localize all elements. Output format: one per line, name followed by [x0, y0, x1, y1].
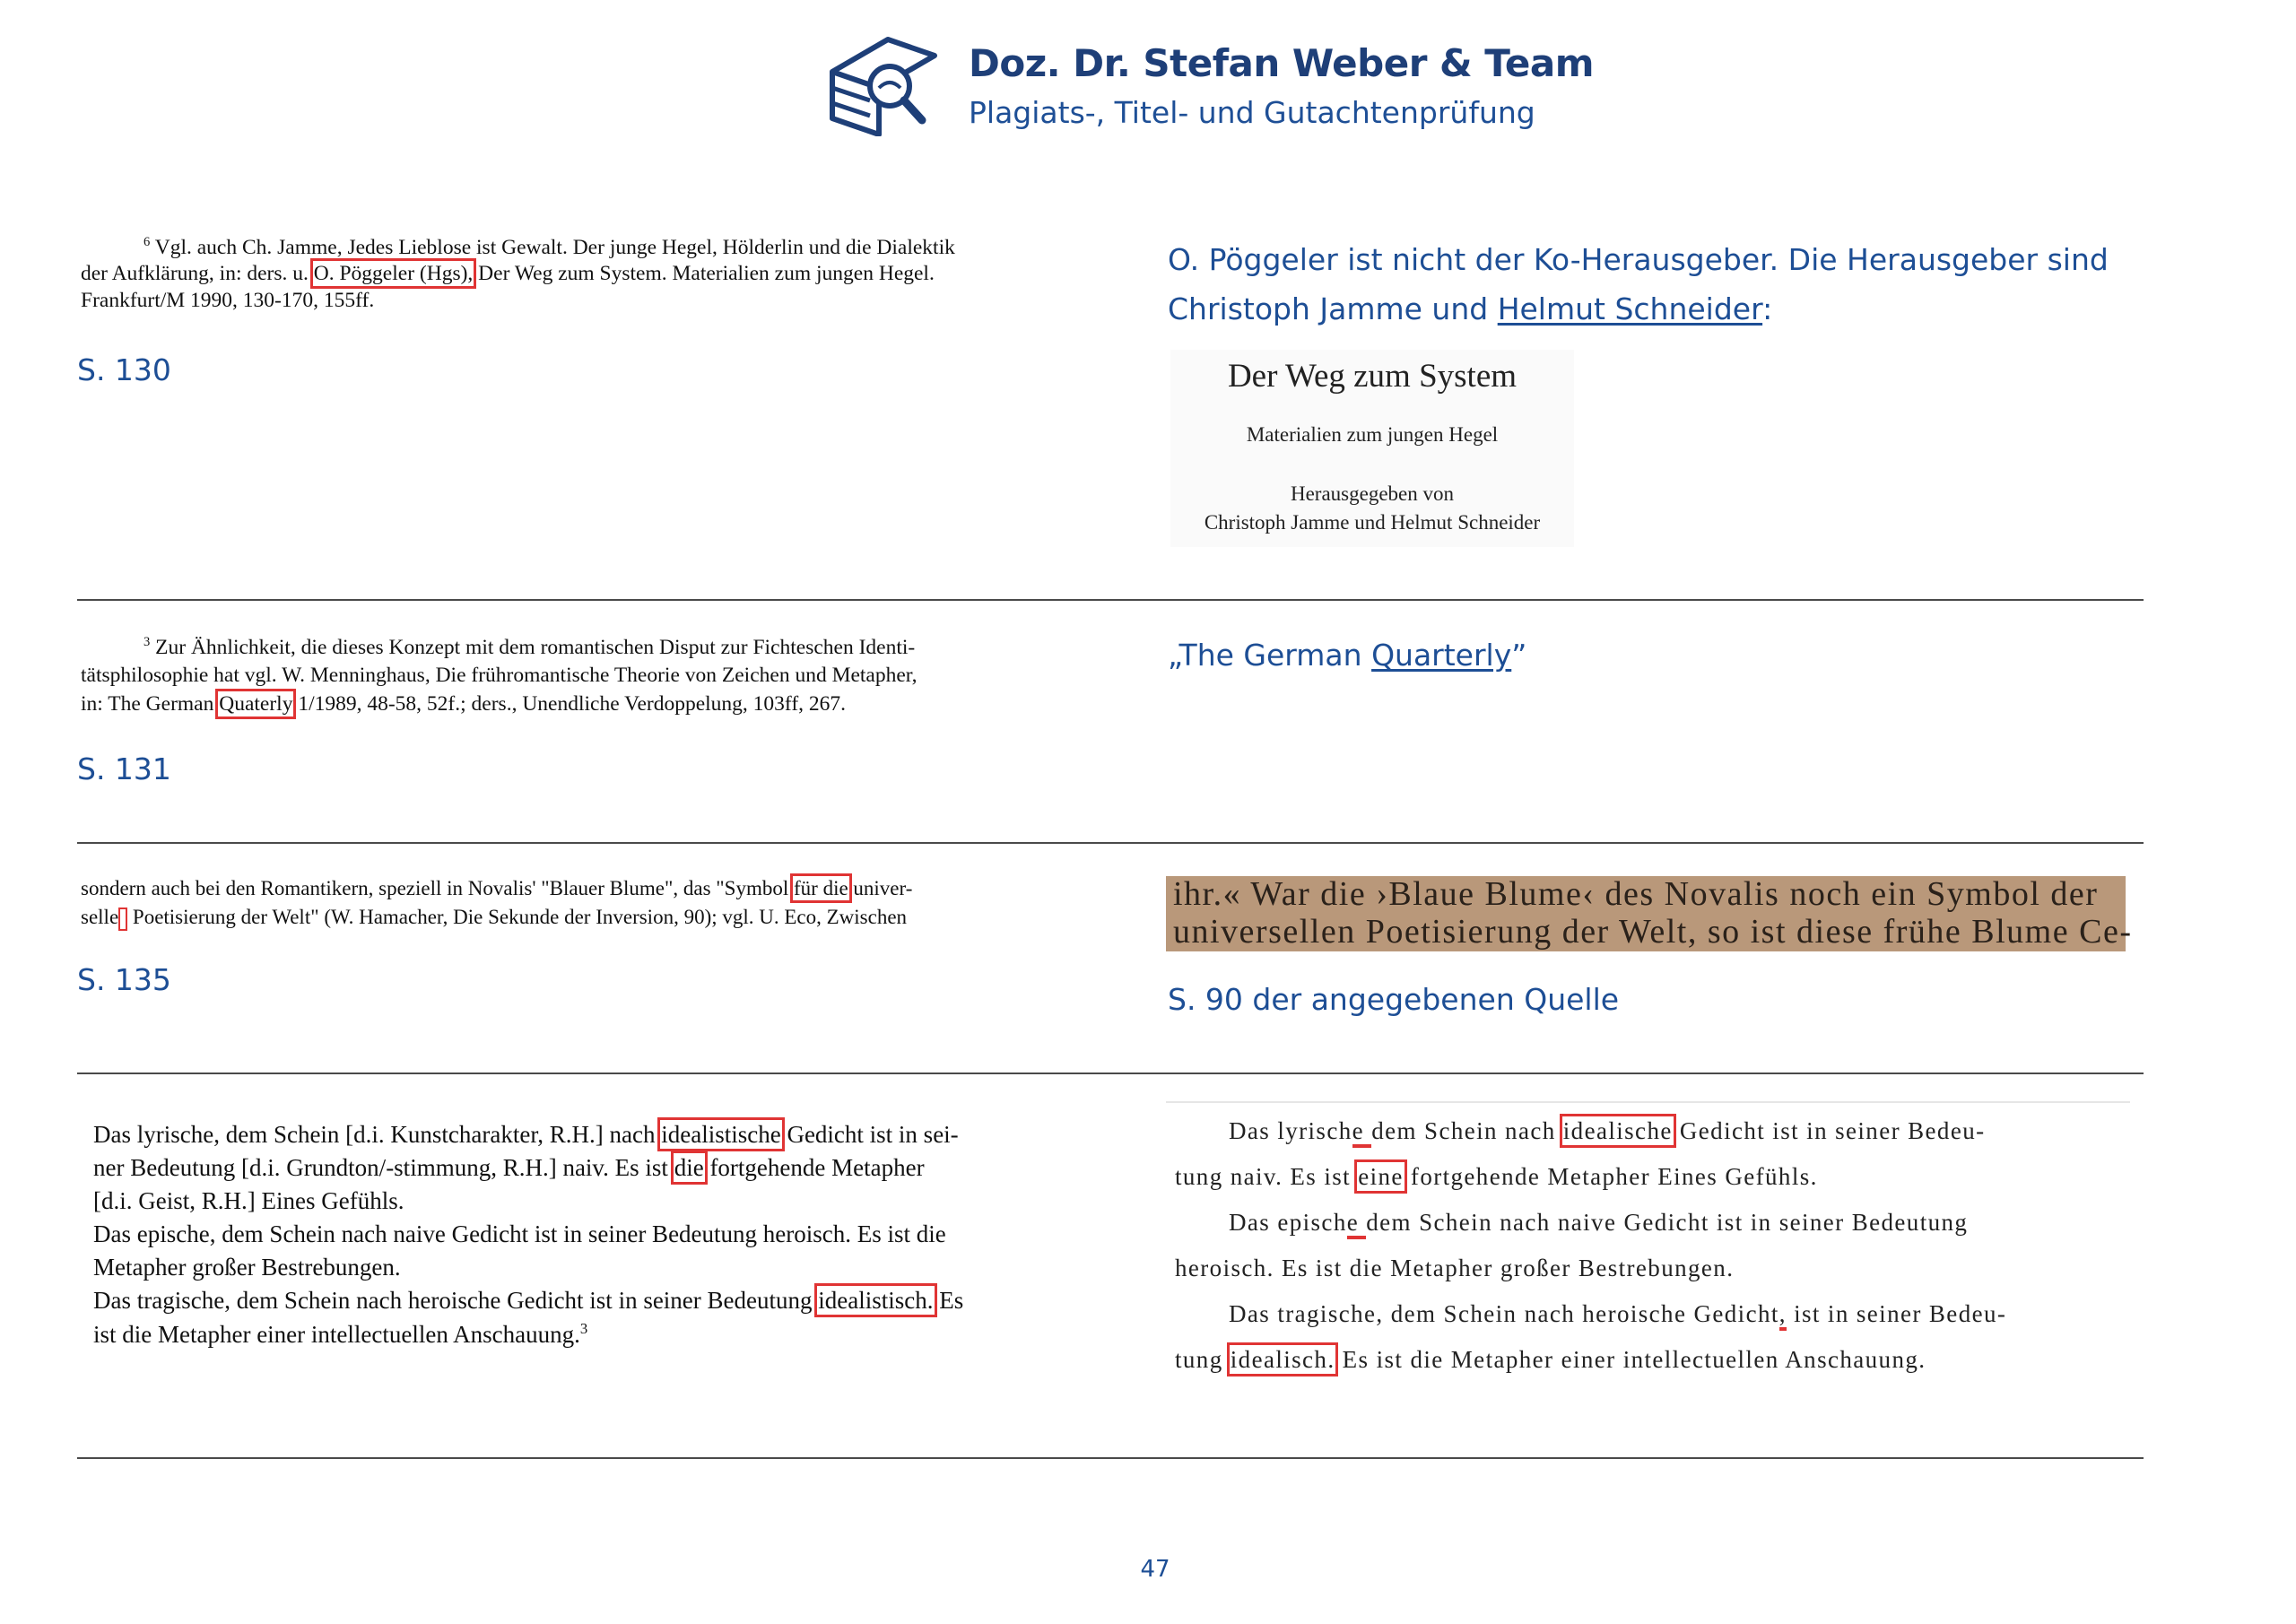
page-ref-135: S. 135	[77, 962, 171, 997]
highlight-box: idealistische	[661, 1121, 781, 1148]
highlight-box: idealistisch.	[818, 1287, 934, 1314]
book-subtitle: Materialien zum jungen Hegel	[1246, 423, 1499, 446]
divider	[77, 599, 2144, 601]
page-ref-130: S. 130	[77, 352, 171, 387]
scan-line: ner Bedeutung [d.i. Grundton/-stimmung, R.H.] naiv. Es ist die fortgehende Metapher	[93, 1154, 925, 1181]
scan-line: Das lyrische, dem Schein [d.i. Kunstcharakter, R.H.] nach idealistische Gedicht ist in sei-	[93, 1121, 959, 1148]
scan-line: $^6$ Vgl. auch Ch. Jamme, Jedes Lieblose ist Gewalt. Der junge Hegel, Hölderlin und die Dialektik	[144, 235, 955, 259]
quarterly-link[interactable]: Quarterly	[1371, 638, 1512, 673]
source-line: universellen Poetisierung der Welt, so ist diese frühe Blume Ce-	[1173, 913, 2133, 951]
scan-line: tung naiv. Es ist eine fortgehende Metapher Eines Gefühls.	[1175, 1163, 1818, 1190]
diff-underline: ,	[1779, 1300, 1787, 1331]
book-edited-by: Herausgegeben von	[1290, 482, 1454, 505]
source-ref: S. 90 der angegebenen Quelle	[1168, 982, 1620, 1017]
scan-footnote-3	[81, 635, 1112, 725]
divider	[77, 1073, 2144, 1074]
source-top-rule	[1166, 1101, 2130, 1103]
scan-comparison-right	[1175, 1117, 2135, 1395]
source-line: ihr.« War die ›Blaue Blume‹ des Novalis noch ein Symbol der	[1173, 875, 2099, 913]
highlight-box: für die	[794, 877, 848, 899]
helmut-schneider-link[interactable]: Helmut Schneider	[1497, 291, 1763, 326]
book-magnifier-icon	[825, 36, 937, 136]
page-header	[825, 34, 1594, 142]
book-title: Der Weg zum System	[1227, 358, 1518, 395]
highlight-box: idealisch.	[1230, 1346, 1335, 1373]
scan-line: ist die Metapher einer intellectuellen Anschauung.$^3$	[93, 1320, 588, 1348]
divider	[77, 1457, 2144, 1459]
comment-editors: O. Pöggeler ist nicht der Ko-Herausgeber. Die Herausgeber sind Christoph Jamme und Helmut Schneider:	[1168, 242, 2109, 326]
brand-title: Doz. Dr. Stefan Weber & Team	[969, 41, 1594, 85]
scan-line: tätsphilosophie hat vgl. W. Menninghaus, Die frühromantische Theorie von Zeichen und Metapher,	[81, 664, 918, 687]
missing-char-marker	[118, 908, 127, 931]
scan-line: Das lyrische dem Schein nach idealische Gedicht ist in seiner Bedeu-	[1229, 1117, 1986, 1145]
diff-underline: e	[1347, 1209, 1367, 1239]
scan-footnote-6	[81, 235, 1112, 325]
scan-line: Das tragische, dem Schein nach heroische Gedicht ist in seiner Bedeutung idealistisch. Es	[93, 1287, 964, 1314]
highlight-box: idealische	[1562, 1117, 1673, 1144]
highlight-box: O. Pöggeler (Hgs),	[313, 262, 474, 285]
highlight-box: die	[674, 1154, 704, 1181]
scan-line: selle Poetisierung der Welt" (W. Hamacher, Die Sekunde der Inversion, 90); vgl. U. Eco, Zwischen	[81, 906, 907, 931]
scan-line: $^3$ Zur Ähnlichkeit, die dieses Konzept mit dem romantischen Disput zur Fichteschen Identi-	[144, 635, 916, 659]
scan-line: der Aufklärung, in: ders. u. O. Pöggeler (Hgs), Der Weg zum System. Materialien zum jungen Hegel.	[81, 262, 935, 285]
scan-line: tung idealisch. Es ist die Metapher einer intellectuellen Anschauung.	[1175, 1346, 1926, 1373]
scan-line: Das epische dem Schein nach naive Gedicht ist in seiner Bedeutung	[1229, 1209, 1968, 1237]
scan-line: Das tragische, dem Schein nach heroische Gedicht, ist in seiner Bedeu-	[1229, 1300, 2006, 1328]
scan-text-135	[81, 877, 1112, 940]
divider	[77, 842, 2144, 844]
comment-quarterly: „The German Quarterly”	[1168, 638, 1527, 673]
brand-subtitle: Plagiats-, Titel- und Gutachtenprüfung	[969, 95, 1535, 130]
scan-line: Metapher großer Bestrebungen.	[93, 1254, 401, 1281]
scan-line: sondern auch bei den Romantikern, speziell in Novalis' "Blauer Blume", das "Symbol für die univer-	[81, 877, 913, 899]
scan-line: Frankfurt/M 1990, 130-170, 155ff.	[81, 289, 375, 312]
scan-comparison-left	[93, 1121, 1116, 1363]
scan-line: heroisch. Es ist die Metapher großer Bestrebungen.	[1175, 1255, 1735, 1281]
page-number: 47	[1140, 1556, 1170, 1583]
page-ref-131: S. 131	[77, 751, 171, 786]
scan-line: in: The German Quaterly 1/1989, 48-58, 52f.; ders., Unendliche Verdoppelung, 103ff, 267.	[81, 692, 847, 716]
highlight-box: eine	[1358, 1163, 1404, 1190]
diff-underline: e	[1352, 1117, 1372, 1148]
highlight-box: Quaterly	[219, 692, 293, 716]
book-editors: Christoph Jamme und Helmut Schneider	[1204, 511, 1541, 534]
book-title-page-scan	[1170, 350, 1574, 547]
scan-line: [d.i. Geist, R.H.] Eines Gefühls.	[93, 1187, 404, 1214]
scan-line: Das epische, dem Schein nach naive Gedicht ist in seiner Bedeutung heroisch. Es ist die	[93, 1220, 946, 1247]
source-scan-90	[1166, 875, 2133, 951]
